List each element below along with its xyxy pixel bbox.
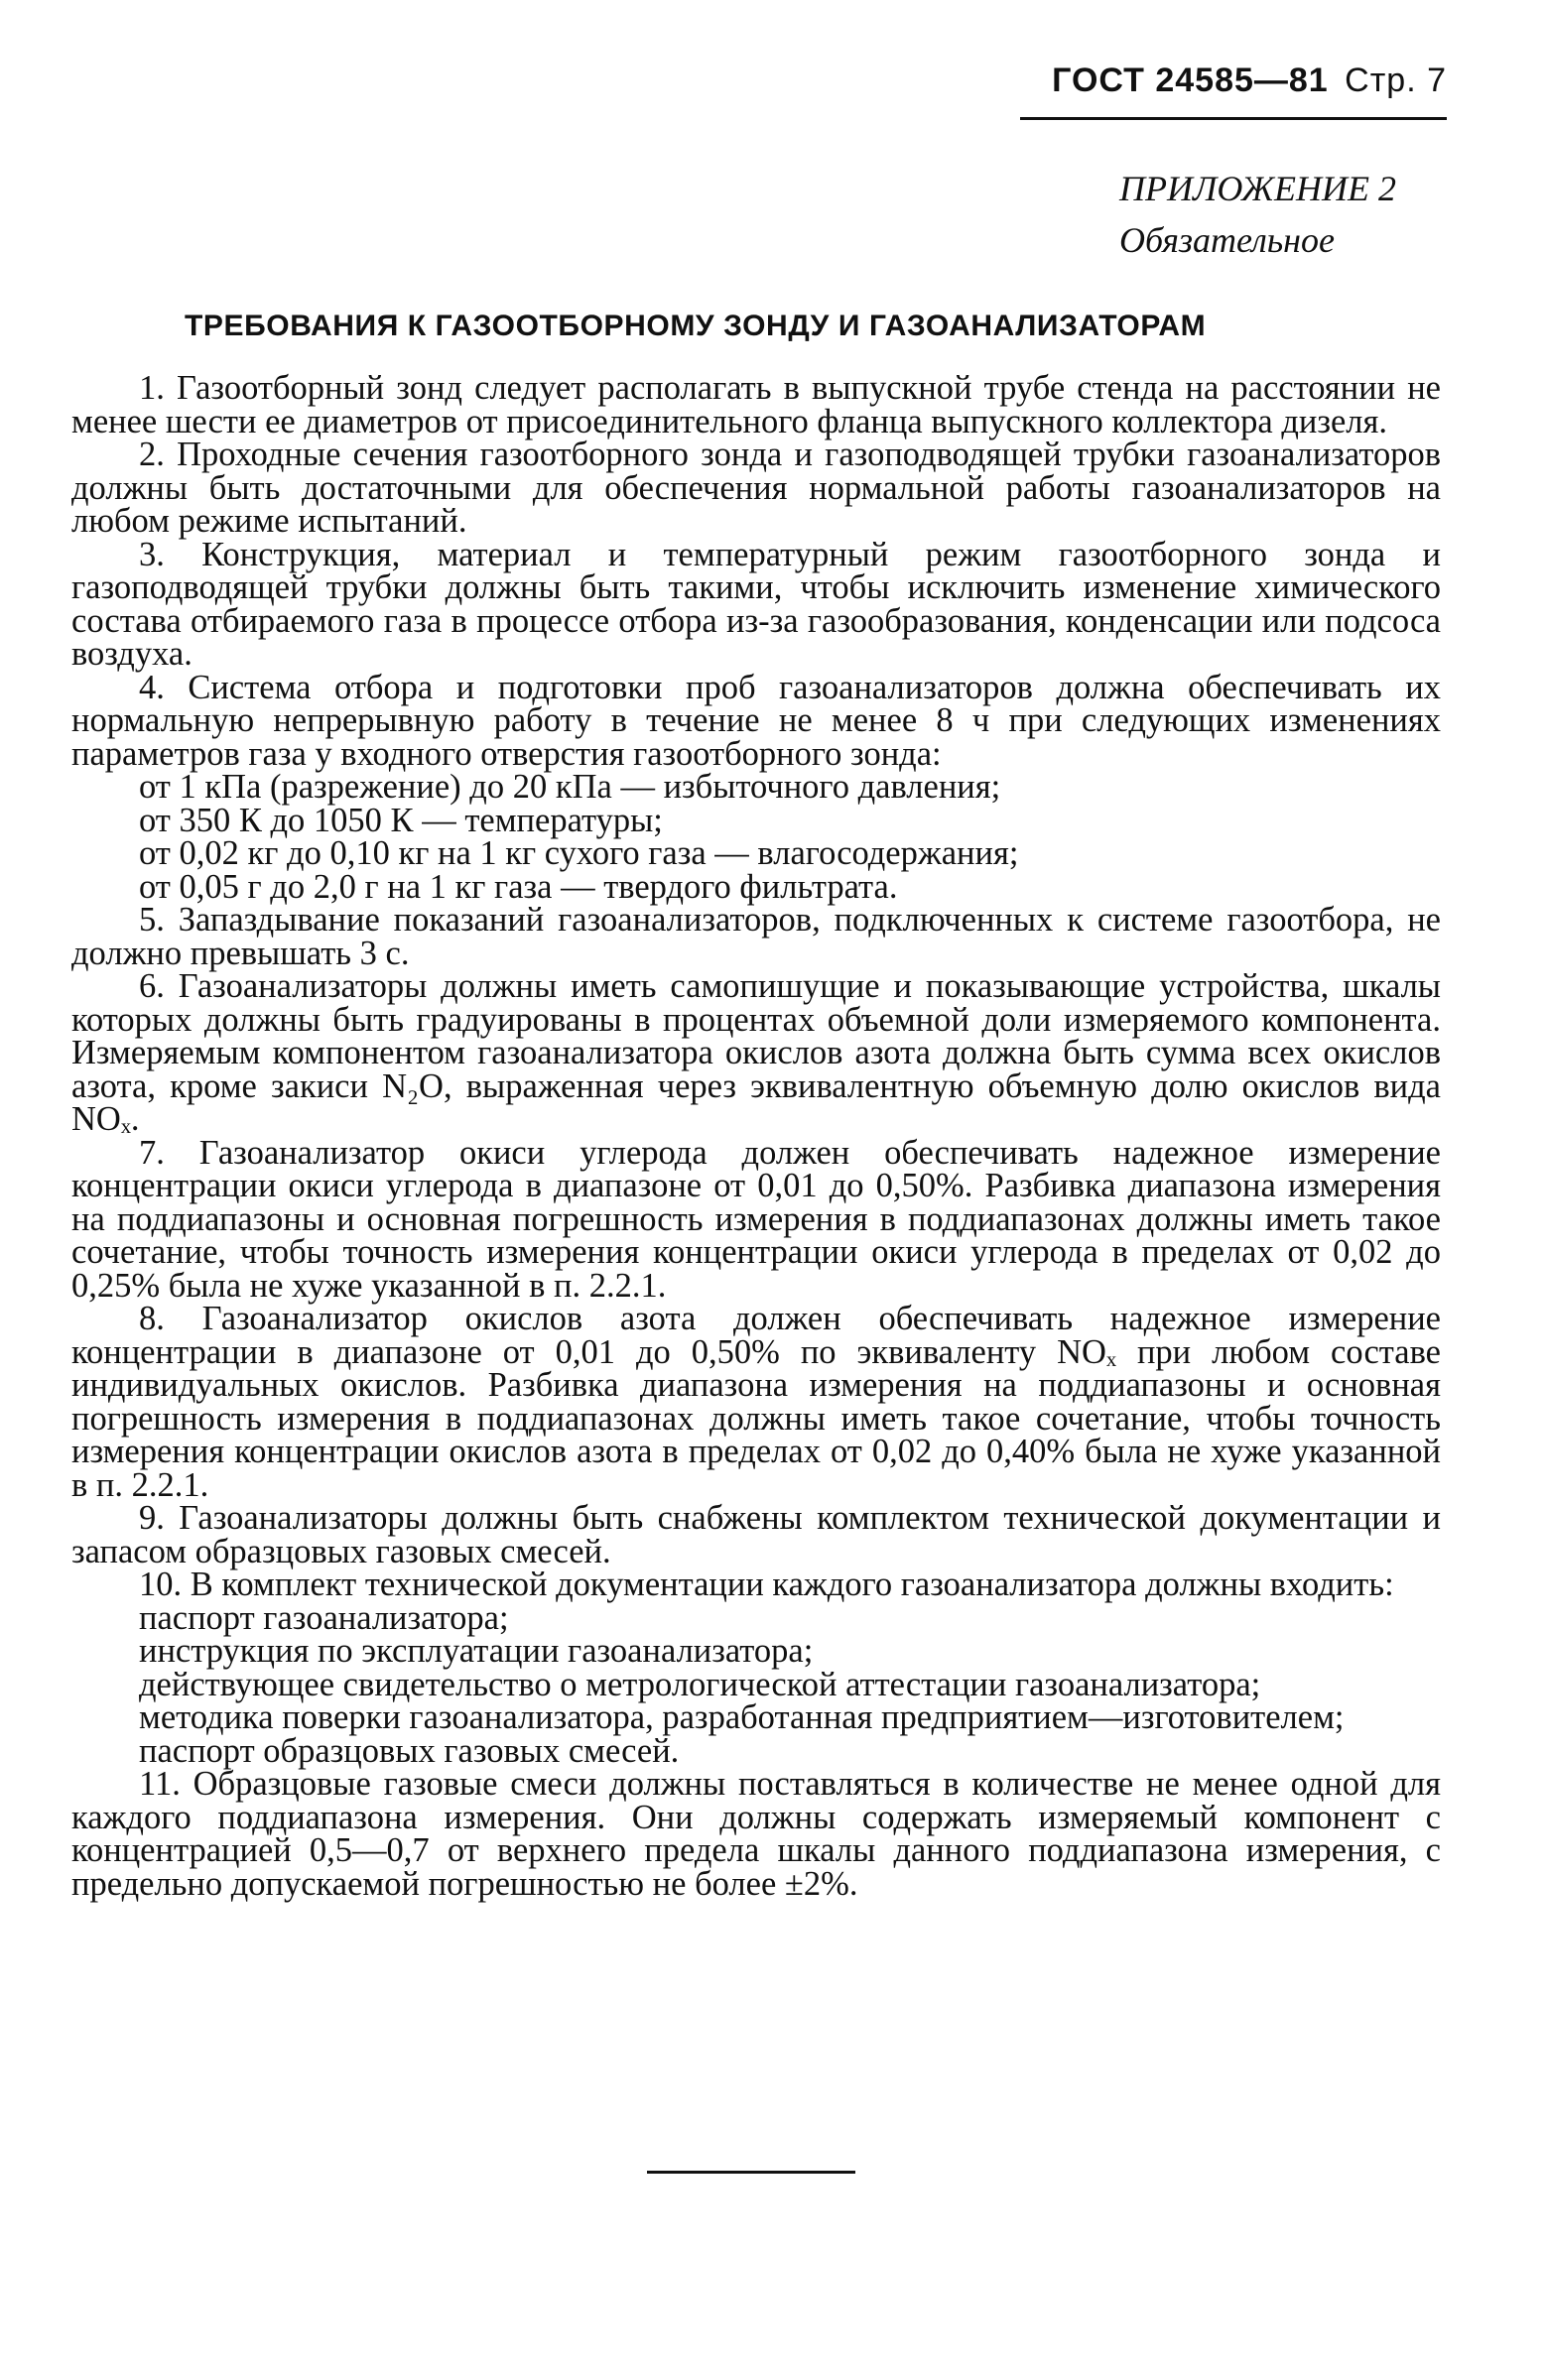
paragraph-8: 8. Газоанализатор окислов азота должен обеспечивать надежное измерение концентрации в диапазоне от 0,01 до 0,50% по эквиваленту NOₓ при любом составе индивидуальных окислов. Разбивка диапазона измерения на поддиапазоны и основная погрешность измерения в поддиапазонах должны иметь такое сочетание, чтобы точность измерения концентрации окислов азота в пределах от 0,02 до 0,40% была не хуже указанной в п. 2.2.1.	[71, 1300, 1441, 1504]
paragraph-4: 4. Система отбора и подготовки проб газоанализаторов должна обеспечивать их нормальную непрерывную работу в течение не менее 8 ч при следующих изменениях параметров газа у входного отверстия газоотборного зонда:	[71, 668, 1441, 773]
paragraph-11: 11. Образцовые газовые смеси должны поставляться в количестве не менее одной для каждого поддиапазона измерения. Они должны содержать измеряемый компонент с концентрацией 0,5—0,7 от верхнего предела шкалы данного поддиапазона измерения, с предельно допускаемой погрешностью не более ±2%.	[71, 1765, 1441, 1903]
paragraph-9: 9. Газоанализаторы должны быть снабжены комплектом технической документации и запасом образцовых газовых смесей.	[71, 1499, 1441, 1570]
appendix-status: Обязательное	[1119, 220, 1335, 260]
paragraph-4-item-temperature: от 350 К до 1050 К — температуры;	[139, 801, 663, 839]
appendix-label: ПРИЛОЖЕНИЕ 2	[1119, 169, 1396, 208]
paragraph-4-item-pressure: от 1 кПа (разрежение) до 20 кПа — избыточного давления;	[139, 768, 1001, 806]
paragraph-1: 1. Газоотборный зонд следует располагать в выпускной трубе стенда на расстоянии не менее шести ее диаметров от присоединительного фланца выпускного коллектора дизеля.	[71, 369, 1441, 440]
end-rule	[647, 2171, 855, 2174]
section-title: ТРЕБОВАНИЯ К ГАЗООТБОРНОМУ ЗОНДУ И ГАЗОАНАЛИЗАТОРАМ	[185, 310, 1207, 342]
paragraph-10-item-manual: инструкция по эксплуатации газоанализатора;	[139, 1632, 814, 1670]
page-number: Стр. 7	[1345, 62, 1447, 99]
document-body	[71, 369, 1441, 1903]
paragraph-7: 7. Газоанализатор окиси углерода должен обеспечивать надежное измерение концентрации окиси углерода в диапазоне от 0,01 до 0,50%. Разбивка диапазона измерения на поддиапазоны и основная погрешность измерения в поддиапазонах должны иметь такое сочетание, чтобы точность измерения концентрации окиси углерода в пределах от 0,02 до 0,25% была не хуже указанной в п. 2.2.1.	[71, 1133, 1441, 1305]
paragraph-6: 6. Газоанализаторы должны иметь самопишущие и показывающие устройства, шкалы которых должны быть градуированы в процентах объемной доли измеряемого компонента. Измеряемым компонентом газоанализатора окислов азота должна быть сумма всех окислов азота, кроме закиси N₂O, выраженная через эквивалентную объемную долю окислов вида NOₓ.	[71, 967, 1441, 1138]
paragraph-10-item-certificate: действующее свидетельство о метрологической аттестации газоанализатора;	[139, 1665, 1261, 1703]
paragraph-4-item-filtrate: от 0,05 г до 2,0 г на 1 кг газа — твердого фильтрата.	[139, 867, 898, 906]
appendix-block	[1119, 163, 1447, 266]
standard-number: ГОСТ 24585—81	[1052, 62, 1329, 99]
paragraph-10-item-passport: паспорт газоанализатора;	[139, 1598, 509, 1637]
header-rule	[1020, 117, 1447, 120]
paragraph-10-item-method: методика поверки газоанализатора, разработанная предприятием—изготовителем;	[139, 1698, 1345, 1736]
paragraph-10: 10. В комплект технической документации каждого газоанализатора должны входить:	[139, 1566, 1394, 1603]
paragraph-2: 2. Проходные сечения газоотборного зонда и газоподводящей трубки газоанализаторов должны быть достаточными для обеспечения нормальной работы газоанализаторов на любом режиме испытаний.	[71, 436, 1441, 540]
paragraph-3: 3. Конструкция, материал и температурный режим газоотборного зонда и газоподводящей трубки должны быть такими, чтобы исключить изменение химического состава отбираемого газа в процессе отбора из-за газообразования, конденсации или подсоса воздуха.	[71, 535, 1441, 673]
paragraph-10-item-gas-passport: паспорт образцовых газовых смесей.	[139, 1731, 680, 1770]
page-header	[1052, 62, 1447, 100]
paragraph-5: 5. Запаздывание показаний газоанализаторов, подключенных к системе газоотбора, не должно превышать 3 с.	[71, 901, 1441, 972]
paragraph-4-item-moisture: от 0,02 кг до 0,10 кг на 1 кг сухого газа — влагосодержания;	[139, 834, 1019, 872]
